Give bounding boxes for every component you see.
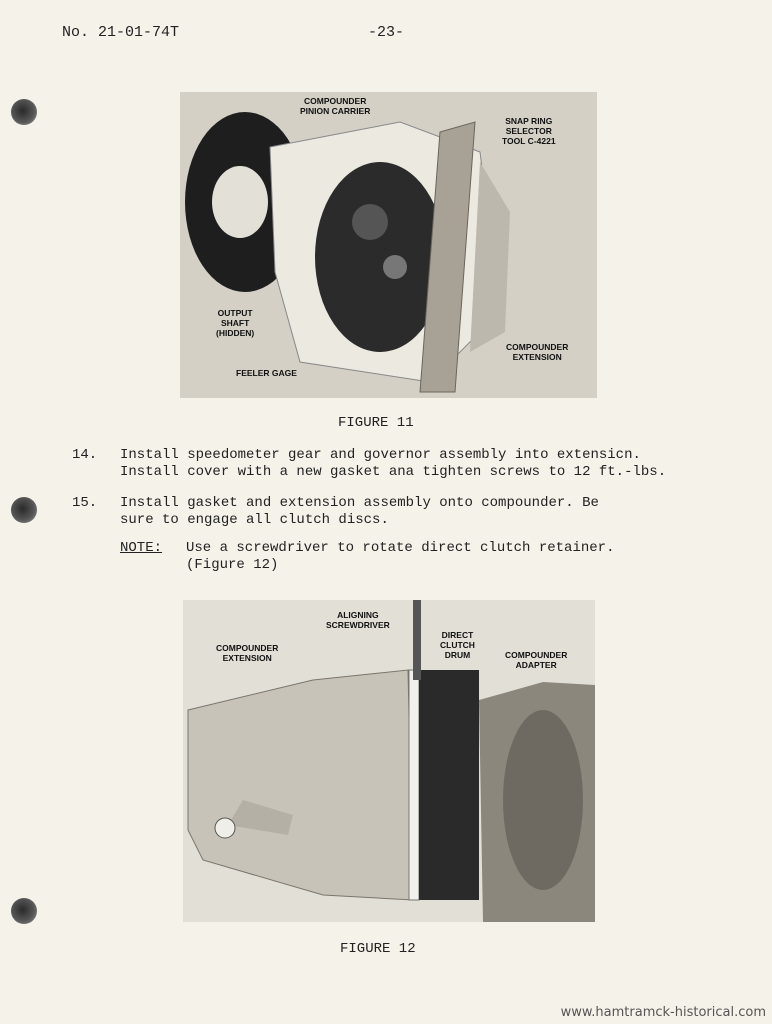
step-number: 14. (72, 447, 98, 463)
step-15 (72, 495, 752, 535)
note-label: NOTE: (120, 540, 163, 556)
note (120, 540, 740, 580)
label-compounder-pinion-carrier: COMPOUNDER PINION CARRIER (300, 96, 371, 116)
page-number: -23- (368, 24, 405, 41)
label-compounder-adapter: COMPOUNDER ADAPTER (505, 650, 568, 670)
step-number: 15. (72, 495, 98, 511)
label-direct-clutch-drum: DIRECT CLUTCH DRUM (440, 630, 475, 660)
binder-hole (11, 99, 37, 125)
website-footer: www.hamtramck-historical.com (560, 1005, 766, 1020)
label-feeler-gage: FEELER GAGE (236, 368, 297, 378)
step-text: Install gasket and extension assembly onto compounder. Be sure to engage all clutch discs. (120, 495, 599, 528)
figure-12-caption: FIGURE 12 (340, 941, 416, 957)
label-snap-ring-selector-tool: SNAP RING SELECTOR TOOL C-4221 (502, 116, 556, 146)
label-output-shaft: OUTPUT SHAFT (HIDDEN) (216, 308, 255, 338)
step-14 (72, 447, 752, 487)
figure-11-caption: FIGURE 11 (338, 415, 414, 431)
label-aligning-screwdriver: ALIGNING SCREWDRIVER (326, 610, 390, 630)
binder-hole (11, 898, 37, 924)
label-compounder-extension: COMPOUNDER EXTENSION (216, 643, 279, 663)
label-compounder-extension: COMPOUNDER EXTENSION (506, 342, 569, 362)
note-text: Use a screwdriver to rotate direct clutch retainer. (Figure 12) (186, 540, 615, 573)
step-text: Install speedometer gear and governor assembly into extensicn. Install cover with a new gasket ana tighten screws to 12 ft.-lbs. (120, 447, 667, 480)
document-number: No. 21-01-74T (62, 24, 180, 41)
binder-hole (11, 497, 37, 523)
